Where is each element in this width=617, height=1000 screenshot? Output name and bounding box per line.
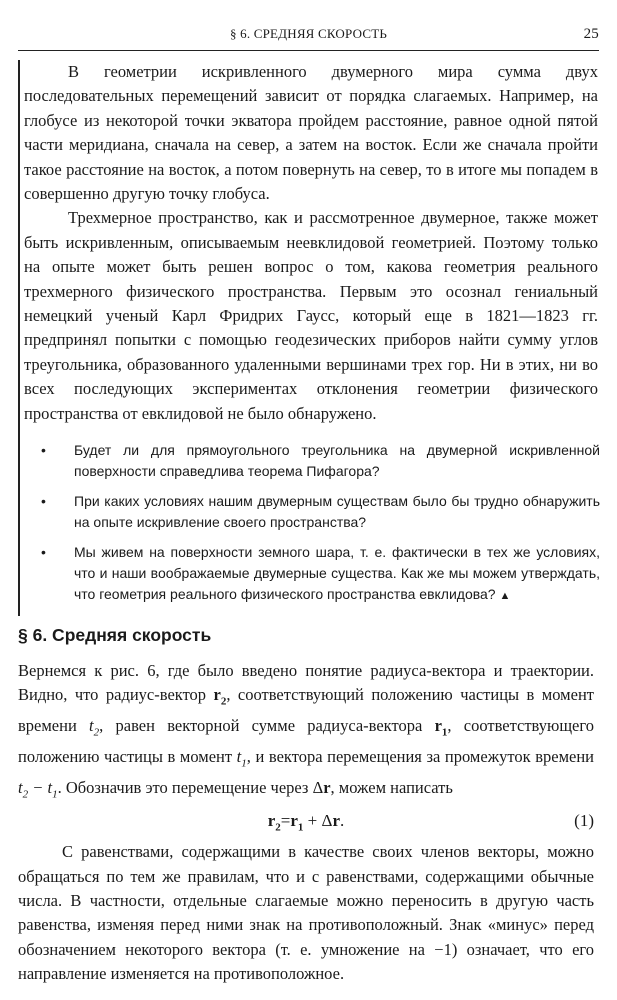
main-text	[18, 659, 594, 987]
header-rule	[18, 50, 599, 51]
running-head	[18, 26, 599, 48]
main-paragraph-1	[18, 659, 594, 806]
running-head-title: § 6. СРЕДНЯЯ СКОРОСТЬ	[229, 26, 388, 41]
time-t2: $t_2$	[89, 716, 100, 739]
question-item	[24, 440, 600, 482]
equation-1	[18, 808, 594, 838]
question-text: Будет ли для прямоугольного треугольника на двумерной искривленной поверхности справедлива теорема Пифагора?	[74, 442, 600, 480]
main-paragraph-2: С равенствами, содержащими в качестве своих членов векторы, можно обращаться по тем же правилам, что и с равенствами, содержащими обычные числа. В частности, отдельные слагаемые можно переносить в другую часть равенства, изменяя перед ними знак на противоположный. Знак «минус» перед обозначением некоторого вектора (т. е. умножение на −1) означает, что его направление изменяется на противоположное.	[18, 842, 594, 984]
vector-r2: $r_2$	[213, 685, 227, 708]
bullet-icon: •	[41, 493, 46, 510]
text-run: Вернемся к рис. 6, где было введено понятие радиуса-вектора и траектории. Видно, что радиус-вектор	[18, 661, 594, 705]
end-triangle-icon: ▲	[499, 590, 511, 603]
delta-r: Δr	[312, 777, 331, 797]
text-run: , и вектора перемещения за промежуток времени	[246, 746, 594, 766]
question-item	[24, 491, 600, 533]
bullet-icon: •	[41, 544, 46, 561]
vector-r1: $r_1$	[434, 716, 448, 739]
text-run: , соответствующего положению частицы в момент	[18, 716, 594, 766]
text-run: , можем написать	[330, 777, 453, 797]
question-item	[24, 542, 600, 607]
question-text: При каких условиях нашим двумерным существам было бы трудно обнаружить на опыте искривление своего пространства?	[74, 493, 600, 531]
sidebar-box	[18, 60, 600, 616]
text-run: , равен векторной сумме радиуса-вектора	[99, 716, 435, 736]
questions-list	[24, 440, 600, 607]
box-paragraph-1: В геометрии искривленного двумерного мира сумма двух последовательных перемещений зависит от порядка слагаемых. Например, на глобусе из некоторой точки экватора пройдем расстояние, равное одной пятой части меридиана, сначала на север, а затем на восток. Если же сначала пройти такое расстояние на восток, а потом повернуть на север, то в итоге мы попадем в совершенно другую точку глобуса.	[24, 62, 598, 204]
text-run: , соответствующий положению частицы в момент времени	[18, 685, 594, 736]
time-t1: $t_1$	[236, 746, 247, 770]
question-text: Мы живем на поверхности земного шара, т. е. фактически в тех же условиях, что и наши воображаемые двумерные существа. Как же мы можем утверждать, что геометрия реального физического пространства евклидова?	[74, 544, 600, 603]
bullet-icon: •	[41, 442, 46, 459]
section-heading: § 6. Средняя скорость	[18, 625, 212, 645]
equation-formula: $r_2=r_1 + \Delta r$.	[267, 811, 345, 834]
page-number: 25	[583, 26, 599, 42]
box-paragraph-2: Трехмерное пространство, как и рассмотренное двумерное, также может быть искривленным, описываемым неевклидовой геометрией. Поэтому только на опыте может быть решен вопрос о том, какова геометрия реального трехмерного физического пространства. Первым это осознал гениальный немецкий ученый Карл Фридрих Гаусс, который еще в 1821—1823 гг. предпринял попытки с помощью геодезических приборов найти сумму углов треугольника, образованного удаленными вершинами трех гор. Ни в этих, ни во всех последующих экспериментах отклонения геометрии физического пространства от евклидовой не было обнаружено.	[24, 208, 598, 423]
text-run: . Обозначив это перемещение через	[57, 777, 313, 797]
equation-number: (1)	[574, 811, 594, 831]
time-interval: $t_2 - t_1$	[18, 777, 58, 800]
